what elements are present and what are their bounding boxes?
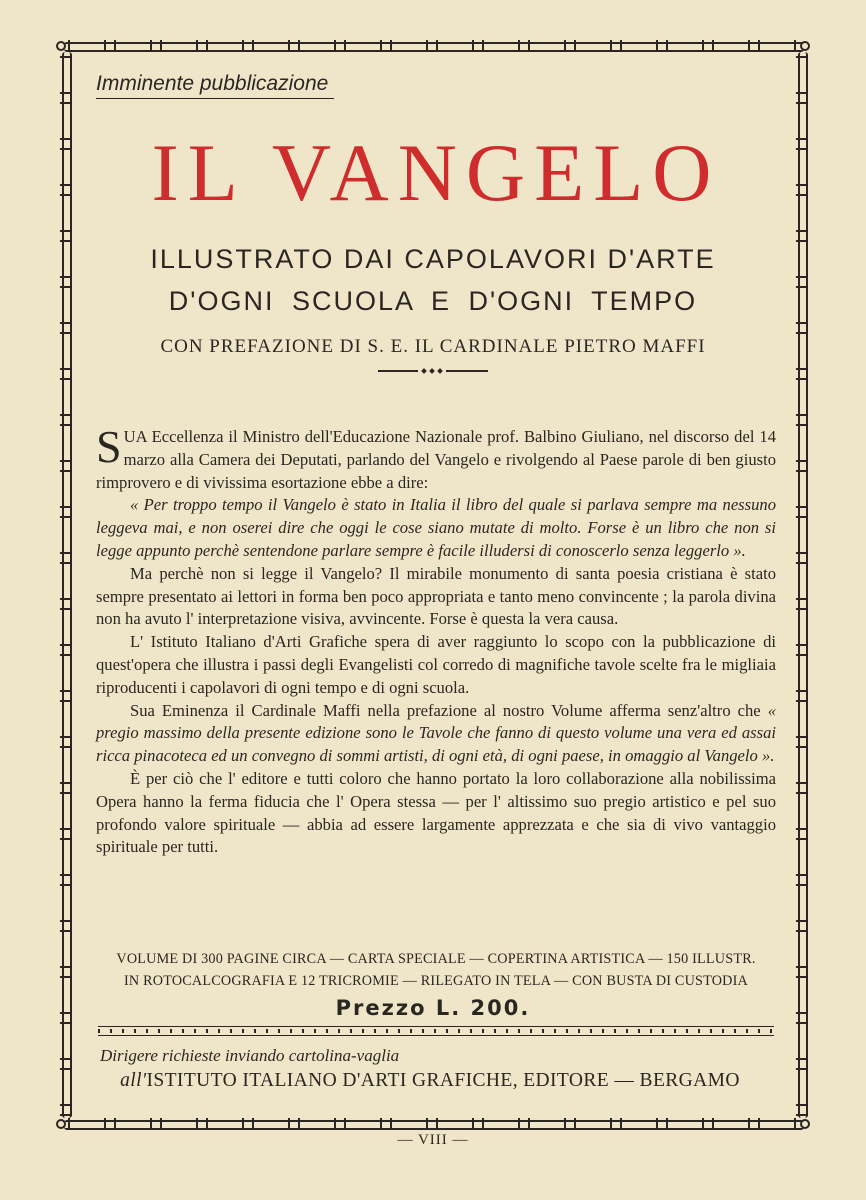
paragraph-1-quote: « Per troppo tempo il Vangelo è stato in Italia il libro del quale si parlava sempre ma nessuno leggeva mai, e non oserei dire che oggi le cose siano mutate di molto. Forse è un libro che non si legge appunto perchè sentendone parlare sempre è facile illudersi di conoscerlo senza leggerlo ». bbox=[96, 495, 776, 560]
border-top bbox=[64, 40, 804, 52]
subtitle-line-1: ILLUSTRATO DAI CAPOLAVORI D'ARTE bbox=[150, 244, 716, 274]
paragraph-1 bbox=[96, 421, 776, 494]
paragraph-4-text: Sua Eminenza il Cardinale Maffi nella prefazione al nostro Volume afferma senz'altro che bbox=[130, 700, 761, 720]
corner-ornament bbox=[56, 41, 66, 51]
body-text bbox=[96, 421, 776, 859]
paragraph-4 bbox=[96, 700, 776, 768]
corner-ornament bbox=[800, 41, 810, 51]
decorative-rule bbox=[98, 1026, 774, 1036]
paragraph-3: L' Istituto Italiano d'Arti Grafiche spera di aver raggiunto lo scopo con la pubblicazione di quest'opera che illustra i passi degli Evangelisti col corredo di magnifiche tavole scelte fra le migliaia riproducenti i capolavori di ogni tempo e di ogni scuola. bbox=[96, 632, 776, 697]
specs-line-1: VOLUME DI 300 PAGINE CIRCA — CARTA SPECIALE — COPERTINA ARTISTICA — 150 ILLUSTR. bbox=[116, 951, 756, 967]
paragraph-2: Ma perchè non si legge il Vangelo? Il mirabile monumento di santa poesia cristiana è stato sempre presentato ai lettori in forma ben poco appropriata e tanto meno convincente ; la parola divina non ha avuto l' interpretazione visiva, avvincente. Forse è questa la vera causa. bbox=[96, 563, 776, 629]
paragraph-1-text: UA Eccellenza il Ministro dell'Educazione Nazionale prof. Balbino Giuliano, nel discorso del 14 marzo alla Camera dei Deputati, parlando del Vangelo e rivolgendo al Paese parole di ben giusto rimprovero e di vivissima esortazione ebbe a dire: bbox=[96, 427, 776, 492]
specifications bbox=[96, 948, 776, 992]
corner-ornament bbox=[56, 1119, 66, 1129]
page-number: — VIII — bbox=[397, 1132, 469, 1148]
publisher-prefix: all' bbox=[120, 1070, 147, 1091]
specs-line-2: IN ROTOCALCOGRAFIA E 12 TRICROMIE — RILEGATO IN TELA — CON BUSTA DI CUSTODIA bbox=[123, 973, 749, 989]
ornamental-divider bbox=[378, 369, 488, 373]
border-bottom bbox=[64, 1118, 804, 1130]
kicker-text: Imminente pubblicazione bbox=[96, 72, 334, 99]
drop-cap: S bbox=[96, 421, 122, 472]
corner-ornament bbox=[800, 1119, 810, 1129]
subtitle-line-3: CON PREFAZIONE DI S. E. IL CARDINALE PIETRO MAFFI bbox=[160, 336, 706, 357]
order-instructions: Dirigere richieste inviando cartolina-vaglia bbox=[100, 1046, 400, 1065]
page-title: IL VANGELO bbox=[151, 127, 721, 218]
paragraph-5: È per ciò che l' editore e tutti coloro che hanno portato la loro collaborazione alla nobilissima Opera hanno la ferma fiducia che l' Opera stessa — per l' altissimo suo pregio artistico e pel suo profondo valore spirituale — abbia ad essere largamente apprezzata e che sia di vivo vantaggio spirituale per tutti. bbox=[96, 768, 776, 857]
paragraph-4-quote: « pregio massimo della presente edizione sono le Tavole che fanno di questo volume una vera ed assai ricca pinacoteca ed un convegno di sommi artisti, di ogni età, di ogni paese, in omaggio al Vangelo ». bbox=[96, 700, 776, 766]
publisher-name: ISTITUTO ITALIANO D'ARTI GRAFICHE, EDITORE — BERGAMO bbox=[146, 1070, 740, 1091]
subtitle-line-2: D'OGNI SCUOLA E D'OGNI TEMPO bbox=[168, 286, 698, 316]
price: Prezzo L. 200. bbox=[335, 996, 531, 1020]
publisher-address bbox=[100, 1070, 760, 1092]
